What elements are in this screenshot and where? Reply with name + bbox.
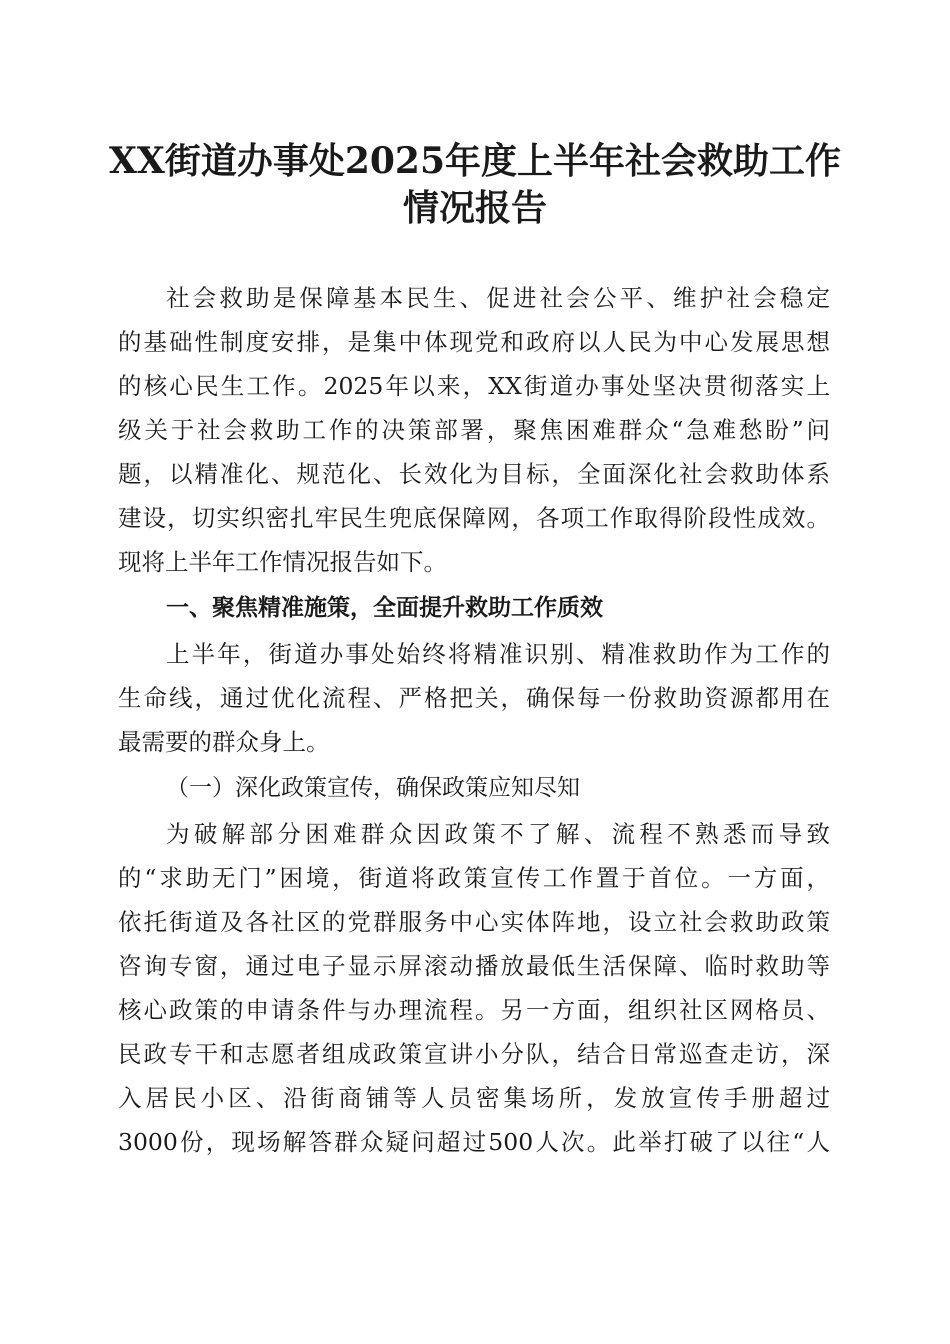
paragraph-line: 3000份，现场解答群众疑问超过500人次。此举打破了以往“人 [118, 1128, 830, 1156]
paragraph-line: 民政专干和志愿者组成政策宣讲小分队，结合日常巡查走访，深 [118, 1040, 830, 1068]
paragraph-line: 的“求助无门”困境，街道将政策宣传工作置于首位。一方面， [118, 864, 830, 892]
paragraph-line: 级关于社会救助工作的决策部署，聚焦困难群众“急难愁盼”问 [118, 416, 830, 444]
paragraph-line: 的基础性制度安排，是集中体现党和政府以人民为中心发展思想 [118, 328, 830, 356]
document-title-line-2: 情况报告 [402, 187, 547, 229]
paragraph-line: 社会救助是保障基本民生、促进社会公平、维护社会稳定 [166, 284, 830, 312]
paragraph-line: 咨询专窗，通过电子显示屏滚动播放最低生活保障、临时救助等 [118, 952, 830, 980]
paragraph-line: 上半年，街道办事处始终将精准识别、精准救助作为工作的 [166, 640, 830, 668]
paragraph-line: 最需要的群众身上。 [118, 728, 330, 756]
paragraph-line: 的核心民生工作。2025年以来，XX街道办事处坚决贯彻落实上 [118, 372, 830, 400]
paragraph-line: 为破解部分困难群众因政策不了解、流程不熟悉而导致 [166, 820, 830, 848]
subsection-heading: （一）深化政策宣传，确保政策应知尽知 [166, 775, 580, 801]
paragraph-line: 依托街道及各社区的党群服务中心实体阵地，设立社会救助政策 [118, 908, 830, 936]
paragraph-line: 建设，切实织密扎牢民生兜底保障网，各项工作取得阶段性成效。 [118, 504, 830, 532]
paragraph-line: 生命线，通过优化流程、严格把关，确保每一份救助资源都用在 [118, 684, 830, 712]
section-heading: 一、聚焦精准施策，全面提升救助工作质效 [166, 595, 603, 621]
paragraph-line: 入居民小区、沿街商铺等人员密集场所，发放宣传手册超过 [118, 1084, 830, 1112]
paragraph-line: 现将上半年工作情况报告如下。 [118, 548, 447, 576]
paragraph-line: 核心政策的申请条件与办理流程。另一方面，组织社区网格员、 [118, 996, 830, 1024]
document-title-line-1: XX街道办事处2025年度上半年社会救助工作 [108, 140, 842, 182]
paragraph-line: 题，以精准化、规范化、长效化为目标，全面深化社会救助体系 [118, 460, 830, 488]
